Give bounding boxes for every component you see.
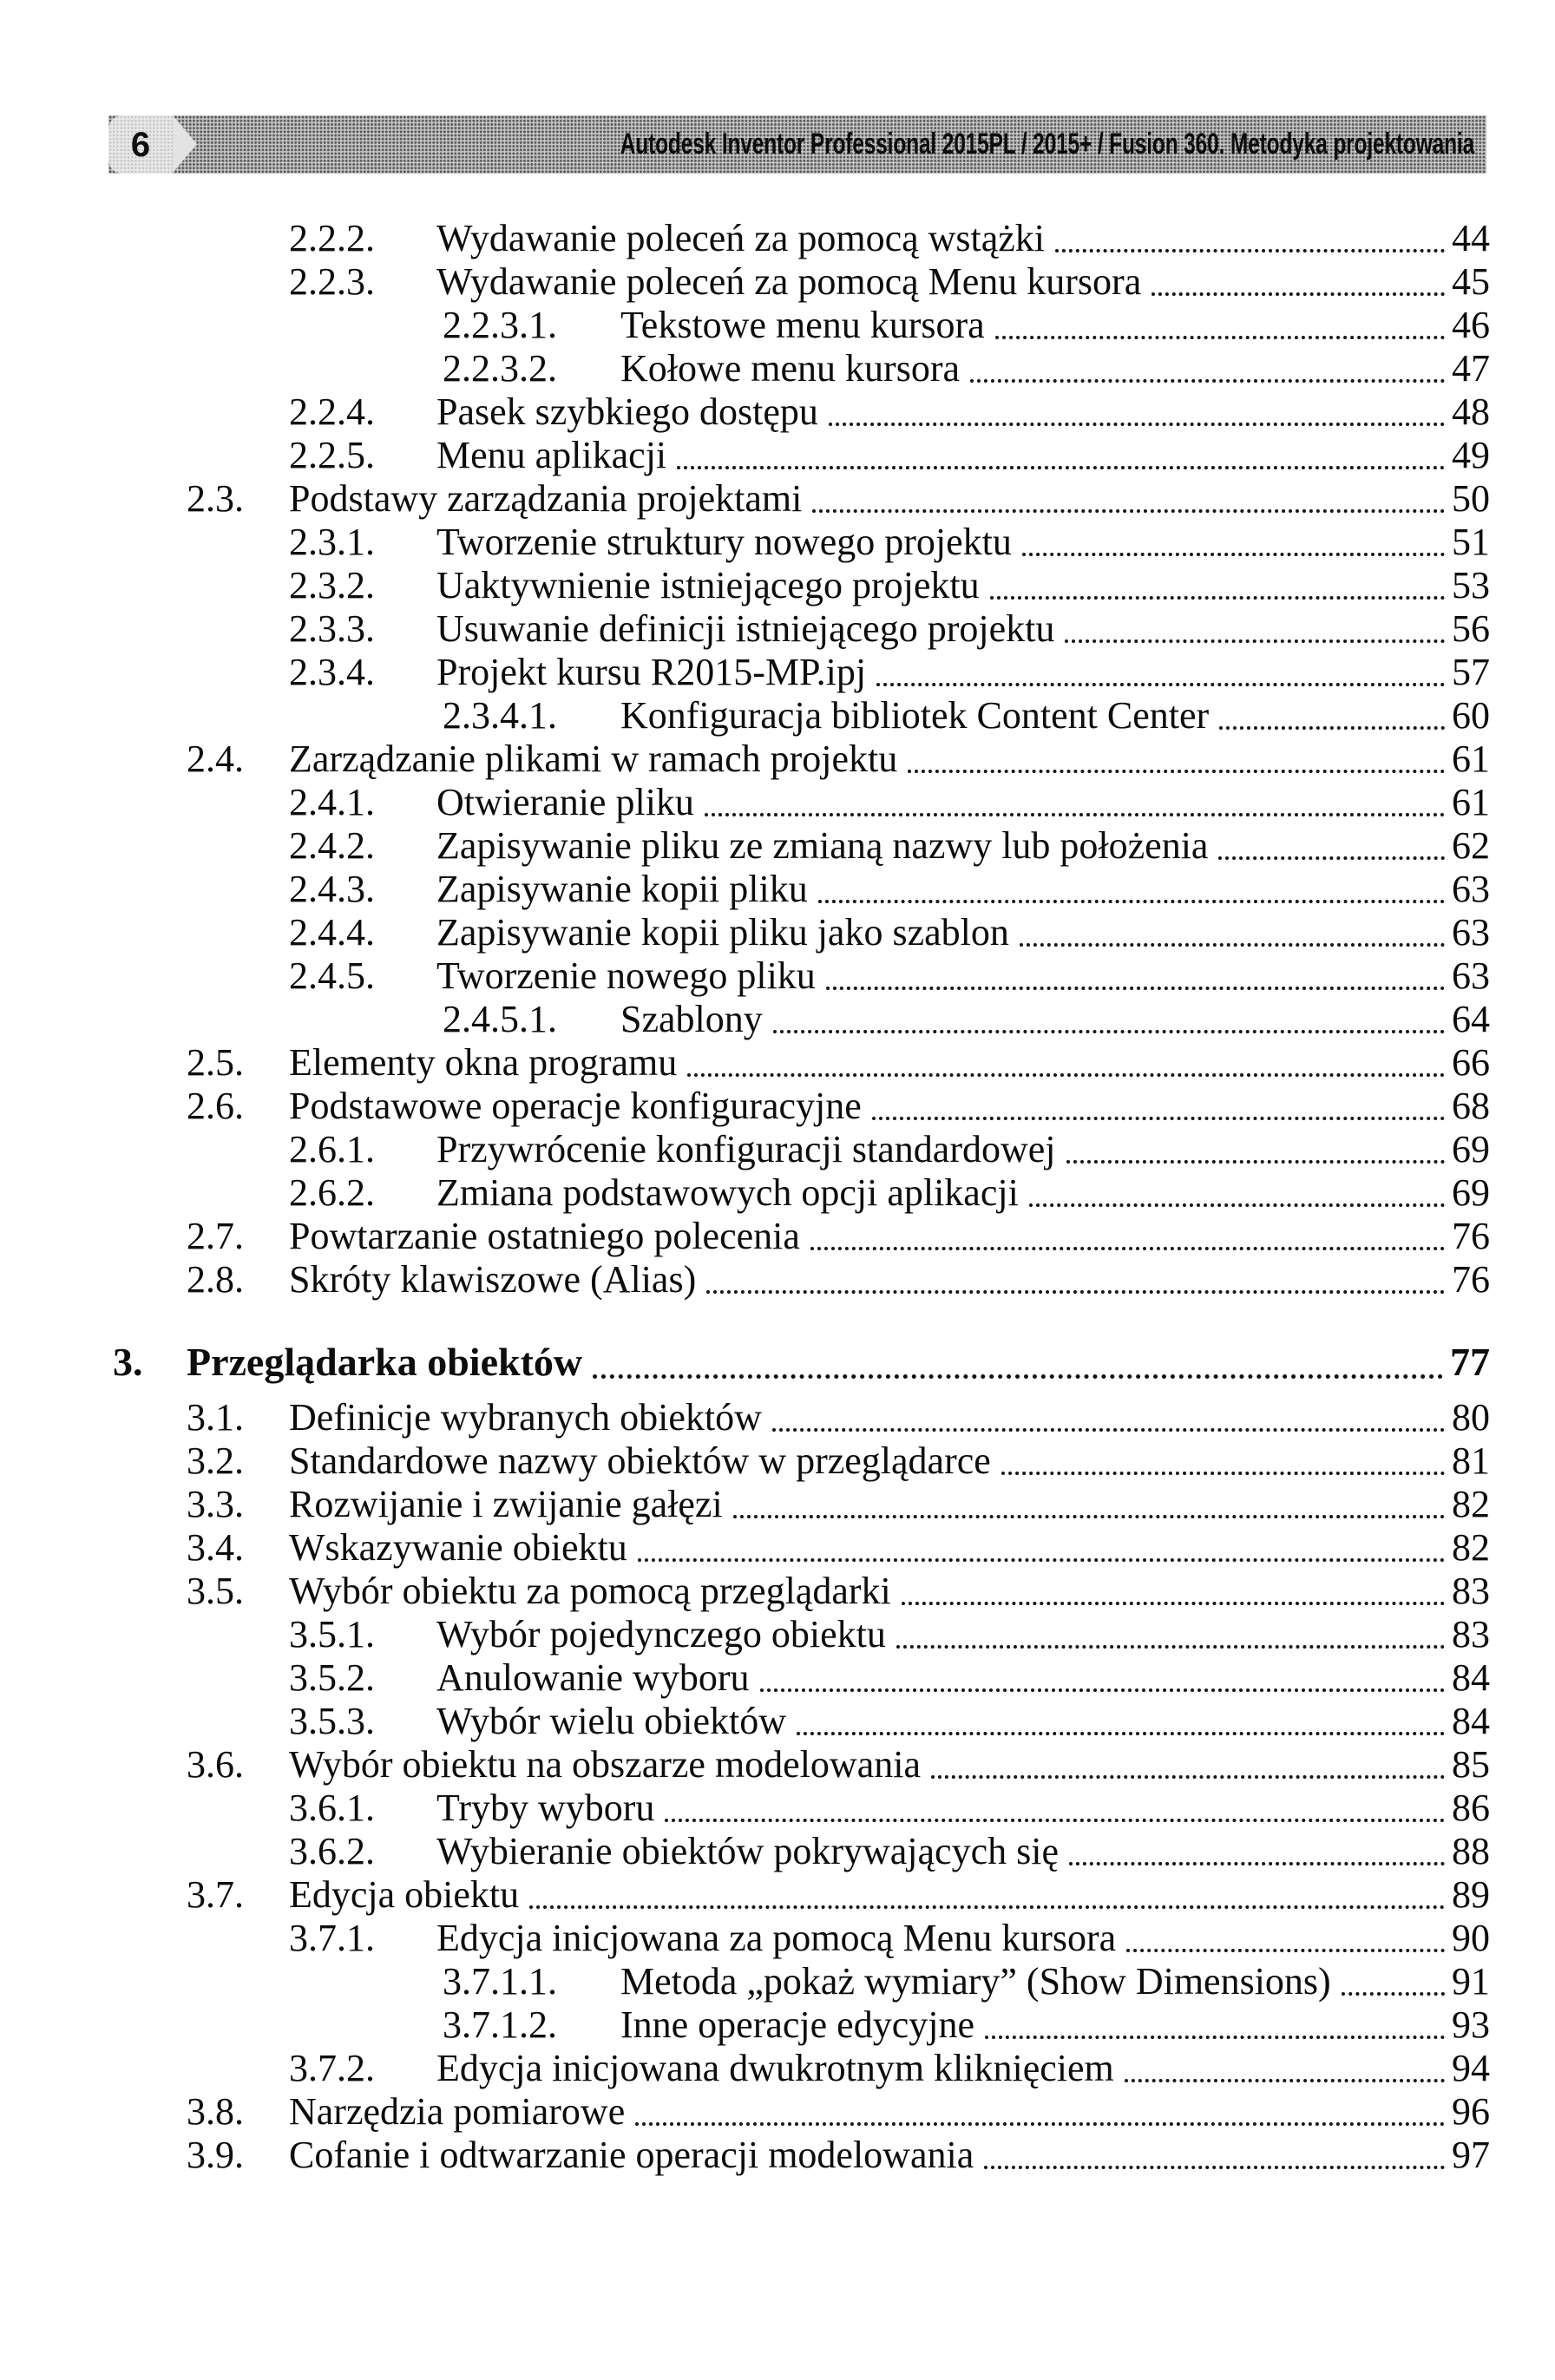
toc-entry-page: 69 [1452,1171,1490,1214]
toc-entry [0,1128,1555,1171]
toc-entry-title: Wybór obiektu na obszarze modelowania [289,1743,921,1786]
toc-entry [0,217,1555,260]
dotted-leader [1001,1472,1445,1475]
dotted-leader [677,466,1445,469]
toc-entry [0,304,1555,347]
toc-entry [0,1483,1555,1526]
dotted-leader [985,2036,1445,2039]
toc-entry-number: 2.3. [187,477,244,520]
toc-entry-number: 3.5.1. [289,1613,375,1656]
table-of-contents [0,217,1555,2177]
toc-entry [0,1700,1555,1743]
dotted-leader [931,1775,1445,1779]
toc-entry-number: 2.5. [187,1041,244,1084]
toc-entry-title: Tworzenie struktury nowego projektu [436,521,1012,563]
toc-entry-page: 64 [1452,998,1490,1040]
toc-entry-number: 2.2.4. [289,390,375,433]
toc-entry [0,651,1555,694]
toc-entry-number: 3.1. [187,1396,244,1439]
toc-entry-number: 2.4.5. [289,954,375,997]
toc-entry-title: Szablony [620,998,763,1040]
toc-entry-page: 76 [1452,1215,1490,1257]
toc-entry-number: 2.2.3.1. [443,304,557,346]
toc-entry-page: 51 [1452,521,1490,563]
toc-entry-page: 76 [1452,1258,1490,1301]
toc-entry-title: Cofanie i odtwarzanie operacji modelowania [289,2134,974,2176]
toc-entry-page: 85 [1452,1743,1490,1786]
toc-entry-title: Przywrócenie konfiguracji standardowej [436,1128,1056,1170]
toc-entry-number: 2.3.3. [289,607,375,650]
dotted-leader [635,2122,1445,2126]
dotted-leader [990,596,1445,600]
toc-entry-number: 2.3.4. [289,651,375,693]
toc-entry [0,1258,1555,1301]
toc-entry-title: Zapisywanie kopii pliku jako szablon [436,911,1009,954]
dotted-leader [733,1515,1445,1518]
toc-entry [0,390,1555,434]
toc-entry-title: Zmiana podstawowych opcji aplikacji [436,1171,1019,1214]
toc-entry-number: 2.7. [187,1215,244,1257]
toc-entry-page: 84 [1452,1700,1490,1742]
toc-entry-number: 3. [113,1340,143,1384]
toc-entry-number: 2.4.5.1. [443,998,557,1040]
dotted-leader [529,1905,1445,1909]
toc-entry-title: Wybór wielu obiektów [436,1700,787,1742]
toc-entry-page: 45 [1452,260,1490,303]
toc-entry-title: Pasek szybkiego dostępu [436,390,818,433]
toc-entry [0,1570,1555,1613]
dotted-leader [826,987,1445,990]
toc-entry-page: 61 [1452,738,1490,780]
toc-entry-page: 86 [1452,1787,1490,1829]
dotted-leader [706,1290,1445,1294]
toc-entry-title: Anulowanie wyboru [436,1656,750,1699]
toc-entry-number: 2.2.3.2. [443,347,557,390]
toc-entry-title: Standardowe nazwy obiektów w przeglądarce [289,1439,991,1482]
toc-entry-title: Przeglądarka obiektów [187,1340,583,1384]
toc-entry-number: 3.6.2. [289,1830,375,1872]
dotted-leader [872,1117,1445,1120]
chevron-right-icon [173,115,197,173]
page-number-badge [108,115,173,174]
toc-entry-number: 2.6.2. [289,1171,375,1214]
toc-entry-title: Wydawanie poleceń za pomocą wstążki [436,217,1046,259]
toc-entry-page: 46 [1452,304,1490,346]
toc-entry [0,1873,1555,1917]
toc-entry [0,260,1555,304]
toc-entry [0,347,1555,390]
toc-entry-title: Skróty klawiszowe (Alias) [289,1258,697,1301]
dotted-leader [896,1645,1445,1649]
toc-entry-page: 49 [1452,434,1490,476]
toc-entry [0,694,1555,738]
toc-entry [0,1041,1555,1085]
toc-entry-title: Definicje wybranych obiektów [289,1396,762,1439]
toc-entry [0,2047,1555,2090]
dotted-leader [984,2166,1445,2169]
dotted-leader [1125,2079,1445,2082]
dotted-leader [818,900,1445,903]
toc-entry-number: 2.4.1. [289,781,375,823]
toc-entry [0,1171,1555,1215]
toc-entry [0,1830,1555,1873]
dotted-leader [665,1819,1445,1822]
toc-entry-number: 3.2. [187,1439,244,1482]
toc-entry-title: Uaktywnienie istniejącego projektu [436,564,980,606]
toc-entry-page: 63 [1452,868,1490,910]
toc-entry-page: 81 [1452,1439,1490,1482]
toc-entry-title: Wybieranie obiektów pokrywających się [436,1830,1059,1872]
toc-entry-title: Podstawowe operacje konfiguracyjne [289,1085,862,1127]
toc-entry-title: Zapisywanie pliku ze zmianą nazwy lub położenia [436,824,1209,867]
toc-entry-page: 80 [1452,1396,1490,1439]
dotted-leader [970,379,1445,383]
dotted-leader [760,1688,1446,1692]
toc-entry-number: 2.3.2. [289,564,375,606]
toc-entry-title: Tryby wyboru [436,1787,655,1829]
toc-entry-title: Kołowe menu kursora [620,347,961,390]
toc-entry-number: 3.7. [187,1873,244,1916]
dotted-leader [829,423,1445,426]
toc-entry-page: 63 [1452,911,1490,954]
toc-entry-page: 47 [1452,347,1490,390]
toc-entry-title: Powtarzanie ostatniego polecenia [289,1215,800,1257]
toc-entry-number: 2.4.4. [289,911,375,954]
toc-entry [0,434,1555,477]
dotted-leader [908,770,1445,773]
toc-entry-page: 61 [1452,781,1490,823]
toc-entry-title: Edycja obiektu [289,1873,520,1916]
toc-entry-page: 84 [1452,1656,1490,1699]
toc-entry-page: 88 [1452,1830,1490,1872]
dotted-leader [1126,1949,1445,1952]
toc-entry-title: Projekt kursu R2015-MP.ipj [436,651,867,693]
toc-entry-number: 3.3. [187,1483,244,1525]
toc-entry [0,1917,1555,1960]
toc-entry [0,1526,1555,1570]
toc-entry-title: Wskazywanie obiektu [289,1526,627,1569]
toc-entry-title: Wybór obiektu za pomocą przeglądarki [289,1570,891,1612]
toc-entry-page: 93 [1452,2003,1490,2046]
toc-entry [0,954,1555,998]
toc-entry [0,868,1555,911]
toc-entry-title: Metoda „pokaż wymiary” (Show Dimensions) [620,1960,1331,2003]
toc-entry [0,1787,1555,1830]
toc-entry-title: Konfiguracja bibliotek Content Center [620,694,1210,737]
toc-entry-number: 2.2.2. [289,217,375,259]
dotted-leader [1219,726,1445,730]
toc-entry-page: 82 [1452,1526,1490,1569]
toc-entry-page: 77 [1450,1340,1490,1384]
toc-entry [0,1743,1555,1787]
toc-entry-page: 69 [1452,1128,1490,1170]
dotted-leader [1022,553,1445,556]
toc-entry-number: 3.7.1.1. [443,1960,557,2003]
toc-entry-title: Podstawy zarządzania projektami [289,477,803,520]
dotted-leader [772,1428,1445,1432]
toc-entry-number: 3.7.1.2. [443,2003,557,2046]
toc-entry-page: 91 [1452,1960,1490,2003]
toc-entry-page: 89 [1452,1873,1490,1916]
dotted-leader [638,1558,1445,1562]
toc-entry-title: Otwieranie pliku [436,781,694,823]
toc-entry-number: 2.2.5. [289,434,375,476]
toc-entry-page: 60 [1452,694,1490,737]
toc-entry-page: 83 [1452,1613,1490,1656]
toc-entry-number: 2.2.3. [289,260,375,303]
header-title: Autodesk Inventor Professional 2015PL / 2015+ / Fusion 360. Metodyka projektowania [620,128,1474,161]
toc-entry-page: 44 [1452,217,1490,259]
toc-entry [0,1215,1555,1258]
toc-entry [0,1439,1555,1483]
toc-entry-title: Elementy okna programu [289,1041,678,1084]
toc-entry-page: 94 [1452,2047,1490,2089]
toc-entry-page: 68 [1452,1085,1490,1127]
toc-entry [0,607,1555,651]
toc-entry-title: Zapisywanie kopii pliku [436,868,808,910]
toc-entry-number: 3.5.3. [289,1700,375,1742]
toc-entry [0,1613,1555,1656]
toc-entry [0,2134,1555,2177]
dotted-leader [797,1732,1445,1735]
toc-entry-number: 3.4. [187,1526,244,1569]
toc-entry-number: 2.4.3. [289,868,375,910]
toc-entry-page: 62 [1452,824,1490,867]
toc-entry-number: 3.8. [187,2090,244,2133]
dotted-leader [1055,249,1445,252]
toc-entry-page: 96 [1452,2090,1490,2133]
toc-chapter-heading [0,1336,1555,1388]
toc-entry [0,564,1555,607]
toc-entry-page: 83 [1452,1570,1490,1612]
toc-entry-number: 3.5. [187,1570,244,1612]
toc-entry-number: 3.7.1. [289,1917,375,1959]
toc-entry [0,738,1555,781]
toc-entry-page: 66 [1452,1041,1490,1084]
dotted-leader [1069,1862,1445,1865]
dotted-leader [995,336,1445,339]
toc-entry-page: 63 [1452,954,1490,997]
dotted-leader [1065,639,1445,643]
dotted-leader [1342,1992,1445,1996]
toc-entry-title: Menu aplikacji [436,434,667,476]
toc-entry-title: Tekstowe menu kursora [620,304,985,346]
toc-entry-title: Edycja inicjowana za pomocą Menu kursora [436,1917,1117,1959]
page-number: 6 [130,125,151,164]
toc-entry [0,477,1555,521]
toc-entry-title: Zarządzanie plikami w ramach projektu [289,738,898,780]
toc-entry [0,1656,1555,1700]
toc-entry-title: Usuwanie definicji istniejącego projektu [436,607,1055,650]
dotted-leader [773,1030,1445,1033]
toc-entry-page: 90 [1452,1917,1490,1959]
toc-entry-number: 2.4. [187,738,244,780]
toc-entry-number: 3.7.2. [289,2047,375,2089]
toc-entry-title: Narzędzia pomiarowe [289,2090,626,2133]
toc-entry [0,1396,1555,1439]
toc-entry-number: 2.8. [187,1258,244,1301]
toc-entry [0,824,1555,868]
dotted-leader [593,1374,1443,1379]
toc-entry-number: 2.3.1. [289,521,375,563]
header-bar [108,115,1486,174]
toc-entry-title: Rozwijanie i zwijanie gałęzi [289,1483,723,1525]
toc-entry-title: Wydawanie poleceń za pomocą Menu kursora [436,260,1142,303]
dotted-leader [812,509,1445,513]
dotted-leader [1151,292,1445,296]
dotted-leader [1020,943,1445,947]
toc-entry-number: 2.6. [187,1085,244,1127]
toc-entry [0,998,1555,1041]
dotted-leader [876,683,1445,686]
toc-entry-number: 3.5.2. [289,1656,375,1699]
toc-entry-title: Inne operacje edycyjne [620,2003,974,2046]
toc-entry-number: 2.3.4.1. [443,694,557,737]
dotted-leader [687,1073,1445,1077]
dotted-leader [902,1602,1445,1605]
toc-entry [0,521,1555,564]
toc-entry-page: 82 [1452,1483,1490,1525]
toc-entry-page: 53 [1452,564,1490,606]
toc-entry-number: 2.6.1. [289,1128,375,1170]
toc-entry [0,781,1555,824]
toc-entry-number: 3.9. [187,2134,244,2176]
dotted-leader [1029,1203,1445,1207]
toc-entry-title: Edycja inicjowana dwukrotnym kliknięciem [436,2047,1114,2089]
toc-entry-title: Wybór pojedynczego obiektu [436,1613,886,1656]
toc-entry-page: 48 [1452,390,1490,433]
toc-entry [0,2003,1555,2047]
dotted-leader [705,813,1445,816]
toc-entry [0,2090,1555,2134]
dotted-leader [1066,1160,1445,1164]
toc-entry-number: 3.6.1. [289,1787,375,1829]
toc-entry-page: 57 [1452,651,1490,693]
toc-entry-page: 97 [1452,2134,1490,2176]
toc-entry-page: 50 [1452,477,1490,520]
toc-entry-page: 56 [1452,607,1490,650]
toc-entry-number: 2.4.2. [289,824,375,867]
toc-entry [0,911,1555,954]
dotted-leader [1218,856,1445,860]
toc-entry [0,1085,1555,1128]
dotted-leader [810,1247,1445,1250]
toc-entry-title: Tworzenie nowego pliku [436,954,816,997]
toc-entry [0,1960,1555,2003]
toc-entry-number: 3.6. [187,1743,244,1786]
